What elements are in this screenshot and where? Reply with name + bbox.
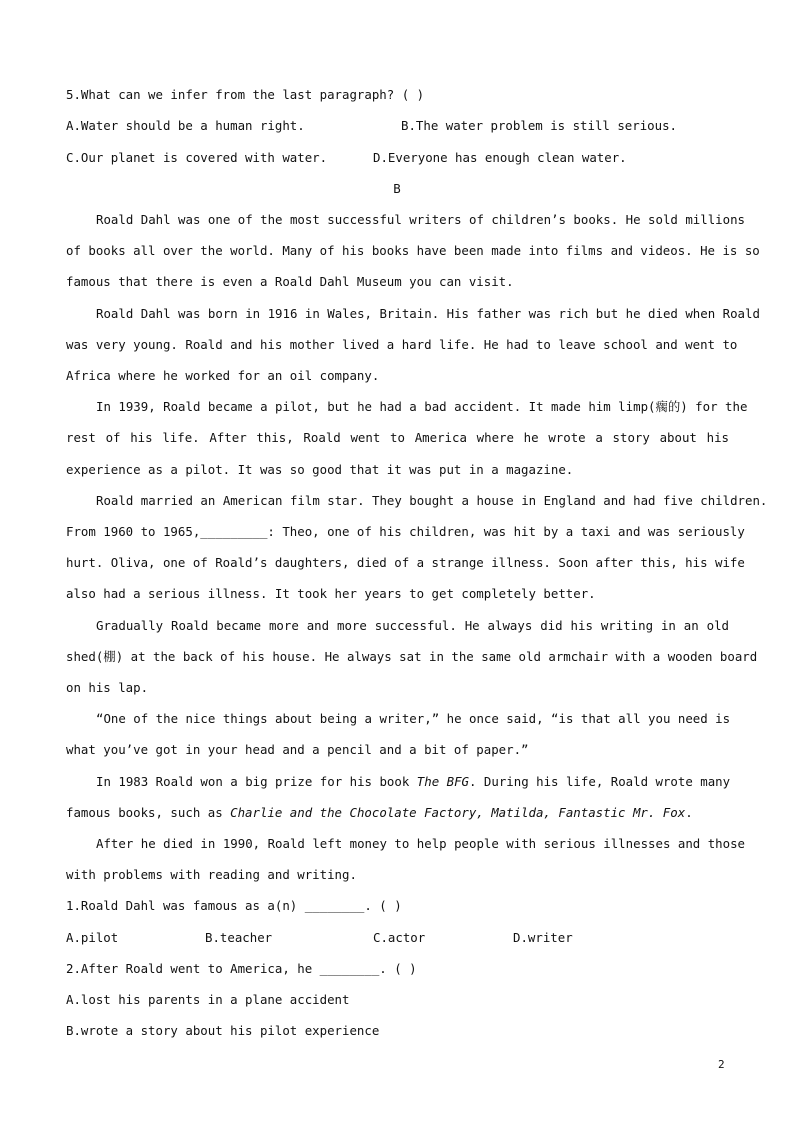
paragraph-2-line-3: Africa where he worked for an oil company. bbox=[66, 368, 380, 383]
question-2-option-b: B.wrote a story about his pilot experience bbox=[66, 1023, 380, 1038]
paragraph-7-line-2 bbox=[66, 805, 729, 821]
paragraph-5-line-2: shed(棚) at the back of his house. He always sat in the same old armchair with a wooden board bbox=[66, 649, 758, 664]
paragraph-7-text: . During his life, Roald wrote many bbox=[469, 774, 731, 789]
paragraph-1-line-1: Roald Dahl was one of the most successful writers of children’s books. He sold millions bbox=[96, 212, 746, 227]
page-number: 2 bbox=[718, 1058, 725, 1071]
paragraph-8-line-1: After he died in 1990, Roald left money to help people with serious illnesses and those bbox=[96, 836, 746, 851]
question-5-option-a: A.Water should be a human right. bbox=[66, 118, 305, 133]
question-1-option-c: C.actor bbox=[373, 930, 426, 945]
question-5-option-c: C.Our planet is covered with water. bbox=[66, 150, 328, 165]
paragraph-4-line-1: Roald married an American film star. They bought a house in England and had five children. bbox=[96, 493, 768, 508]
question-2-stem: 2.After Roald went to America, he ________. ( ) bbox=[66, 961, 417, 976]
paragraph-7-line-1 bbox=[96, 774, 729, 790]
paragraph-8-line-2: with problems with reading and writing. bbox=[66, 867, 357, 882]
paragraph-3-line-2: rest of his life. After this, Roald went to America where he wrote a story about his bbox=[66, 430, 729, 445]
paragraph-4-line-4: also had a serious illness. It took her years to get completely better. bbox=[66, 586, 596, 601]
question-1-option-b: B.teacher bbox=[205, 930, 273, 945]
section-label: B bbox=[393, 181, 401, 196]
paragraph-2-line-2: was very young. Roald and his mother lived a hard life. He had to leave school and went to bbox=[66, 337, 738, 352]
question-1-option-a: A.pilot bbox=[66, 930, 119, 945]
book-titles-list: Charlie and the Chocolate Factory, Matilda, Fantastic Mr. Fox bbox=[230, 805, 686, 820]
paragraph-3-line-3: experience as a pilot. It was so good that it was put in a magazine. bbox=[66, 462, 574, 477]
paragraph-2-line-1: Roald Dahl was born in 1916 in Wales, Britain. His father was rich but he died when Roald bbox=[96, 306, 760, 321]
question-5-option-b: B.The water problem is still serious. bbox=[401, 118, 678, 133]
paragraph-4-line-3: hurt. Oliva, one of Roald’s daughters, died of a strange illness. Soon after this, his wife bbox=[66, 555, 745, 570]
question-5-stem: 5.What can we infer from the last paragraph? ( ) bbox=[66, 87, 425, 102]
paragraph-7-text: In 1983 Roald won a big prize for his book bbox=[96, 774, 417, 789]
paragraph-6-line-1: “One of the nice things about being a writer,” he once said, “is that all you need is bbox=[96, 711, 731, 726]
paragraph-6-line-2: what you’ve got in your head and a pencil and a bit of paper.” bbox=[66, 742, 529, 757]
paragraph-1-line-3: famous that there is even a Roald Dahl Museum you can visit. bbox=[66, 274, 514, 289]
paragraph-4-line-2: From 1960 to 1965,_________: Theo, one of his children, was hit by a taxi and was seriously bbox=[66, 524, 745, 539]
paragraph-3-line-1: In 1939, Roald became a pilot, but he had a bad accident. It made him limp(瘸的) for the bbox=[96, 399, 748, 414]
paragraph-5-line-1: Gradually Roald became more and more successful. He always did his writing in an old bbox=[96, 618, 729, 633]
paragraph-1-line-2: of books all over the world. Many of his books have been made into films and videos. He is so bbox=[66, 243, 760, 258]
question-5-option-d: D.Everyone has enough clean water. bbox=[373, 150, 627, 165]
question-1-stem: 1.Roald Dahl was famous as a(n) ________. ( ) bbox=[66, 898, 402, 913]
paragraph-7-text: famous books, such as bbox=[66, 805, 231, 820]
question-2-option-a: A.lost his parents in a plane accident bbox=[66, 992, 350, 1007]
paragraph-5-line-3: on his lap. bbox=[66, 680, 149, 695]
paragraph-7-text: . bbox=[685, 805, 693, 820]
question-1-option-d: D.writer bbox=[513, 930, 573, 945]
book-title-bfg: The BFG bbox=[416, 774, 469, 789]
